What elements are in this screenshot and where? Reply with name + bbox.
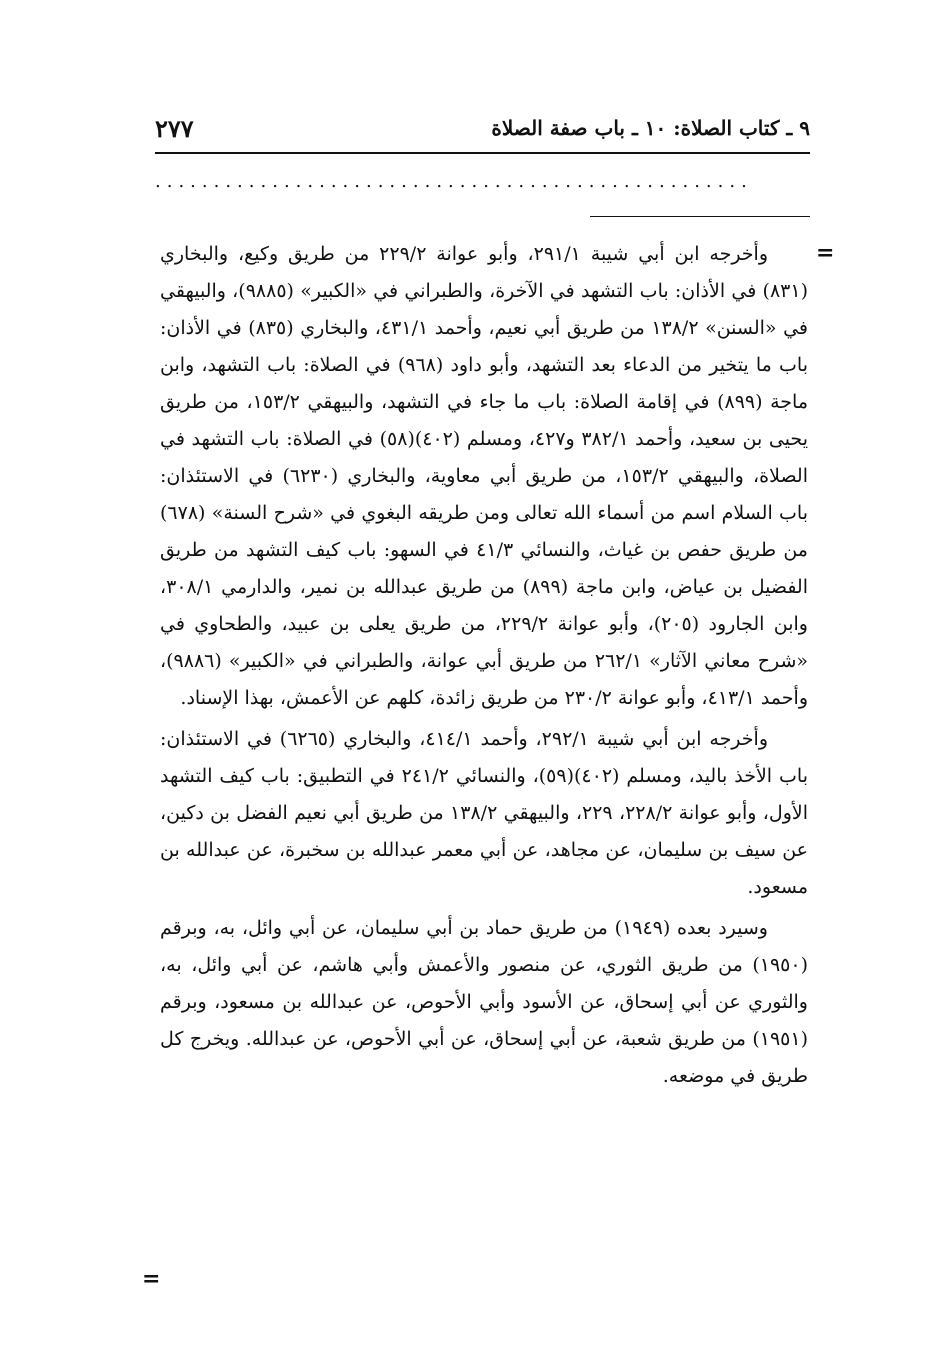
footnote-paragraph: وأخرجه ابن أبي شيبة ٢٩١/١، وأبو عوانة ٢٢٩/٢ من طريق وكيع، والبخاري (٨٣١) في الأذان: باب التشهد في الآخرة، والطبراني في «الكبير» (٩٨٨٥)، والبيهقي في «السنن» ١٣٨/٢ من طريق أبي نعيم، وأحمد ٤٣١/١، والبخاري (٨٣٥) في الأذان: باب ما يتخير من الدعاء بعد التشهد، وأبو داود (٩٦٨) في الصلاة: باب التشهد، وابن ماجة (٨٩٩) في إقامة الصلاة: باب ما جاء في التشهد، والبيهقي ١٥٣/٢، من طريق يحيى بن سعيد، وأحمد ٣٨٢/١ و٤٢٧، ومسلم (٤٠٢)(٥٨) في الصلاة: باب التشهد في الصلاة، والبيهقي ١٥٣/٢، من طريق أبي معاوية، والبخاري (٦٢٣٠) في الاستئذان: باب السلام اسم من أسماء الله تعالى ومن طريقه البغوي في «شرح السنة» (٦٧٨) من طريق حفص بن غياث، والنسائي ٤١/٣ في السهو: باب كيف التشهد من طريق الفضيل بن عياض، وابن ماجة (٨٩٩) من طريق عبدالله بن نمير، والدارمي ٣٠٨/١، وابن الجارود (٢٠٥)، وأبو عوانة ٢٢٩/٢، من طريق يعلى بن عبيد، والطحاوي في «شرح معاني الآثار» ٢٦٢/١ من طريق أبي عوانة، والطبراني في «الكبير» (٩٨٨٦)، وأحمد ٤١٣/١، وأبو عوانة ٢٣٠/٢ من طريق زائدة، كلهم عن الأعمش، بهذا الإسناد.	[160, 243, 809, 709]
dotted-separator: ...................................................	[155, 174, 753, 190]
page-number: ٢٧٧	[155, 114, 194, 143]
footnote-body	[160, 236, 808, 1095]
header-rule	[155, 152, 810, 154]
chapter-title: ٩ ـ كتاب الصلاة: ١٠ ـ باب صفة الصلاة	[491, 116, 810, 140]
footnote-paragraph: وأخرجه ابن أبي شيبة ٢٩٢/١، وأحمد ٤١٤/١، والبخاري (٦٢٦٥) في الاستئذان: باب الأخذ باليد، ومسلم (٤٠٢)(٥٩)، والنسائي ٢٤١/٢ في التطبيق: باب كيف التشهد الأول، وأبو عوانة ٢٢٨/٢، ٢٢٩، والبيهقي ١٣٨/٢ من طريق أبي نعيم الفضل بن دكين، عن سيف بن سليمان، عن مجاهد، عن أبي معمر عبدالله بن سخبرة، عن عبدالله بن مسعود.	[160, 728, 809, 898]
footnote-rule	[590, 216, 810, 217]
footnote-paragraph: وسيرد بعده (١٩٤٩) من طريق حماد بن أبي سليمان، عن أبي وائل، به، وبرقم (١٩٥٠) من طريق الثوري، عن منصور والأعمش وأبي هاشم، عن أبي وائل، به، والثوري عن أبي إسحاق، عن الأسود وأبي الأحوص، عن عبدالله بن مسعود، وبرقم (١٩٥١) من طريق شعبة، عن أبي إسحاق، عن أبي الأحوص، عن عبدالله. ويخرج كل طريق في موضعه.	[160, 917, 808, 1087]
running-header	[155, 112, 810, 148]
continuation-mark-top: =	[816, 240, 835, 266]
continuation-mark-bottom: =	[142, 1266, 161, 1292]
